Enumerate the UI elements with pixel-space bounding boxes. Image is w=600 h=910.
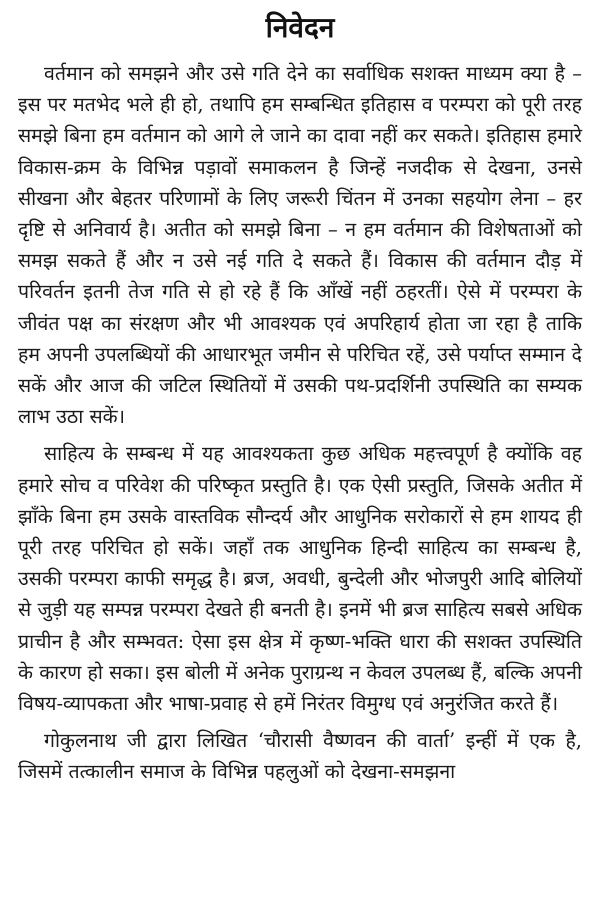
page-title: निवेदन (265, 11, 335, 44)
paragraph-1: वर्तमान को समझने और उसे गति देने का सर्वाधिक सशक्त माध्यम क्या है – इस पर मतभेद भले ही हो, तथापि हम सम्बन्धित इतिहास व परम्परा को पूरी तरह समझे बिना हम वर्तमान को आगे ले जाने का दावा नहीं कर सकते। इतिहास हमारे विकास-क्रम के विभिन्न पड़ावों समाकलन है जिन्हें नजदीक से देखना, उनसे सीखना और बेहतर परिणामों के लिए जरूरी चिंतन में उनका सहयोग लेना – हर दृष्टि से अनिवार्य है। अतीत को समझे बिना – न हम वर्तमान की विशेषताओं को समझ सकते हैं और न उसे नई गति दे सकते हैं। विकास की वर्तमान दौड़ में परिवर्तन इतनी तेज गति से हो रहे हैं कि आँखें नहीं ठहरतीं। ऐसे में परम्परा के जीवंत पक्ष का संरक्षण और भी आवश्यक एवं अपरिहार्य होता जा रहा है ताकि हम अपनी उपलब्धियों की आधारभूत जमीन से परिचित रहें, उसे पर्याप्त सम्मान दे सकें और आज की जटिल स्थितियों में उसकी पथ-प्रदर्शिनी उपस्थिति का सम्यक लाभ उठा सकें। (18, 62, 582, 429)
paragraph-3: गोकुलनाथ जी द्वारा लिखित ‘चौरासी वैष्णवन की वार्ता’ इन्हीं में एक है, जिसमें तत्कालीन समाज के विभिन्न पहलुओं को देखना-समझना (18, 729, 582, 784)
paragraph-2: साहित्य के सम्बन्ध में यह आवश्यकता कुछ अधिक महत्त्वपूर्ण है क्योंकि वह हमारे सोच व परिवेश की परिष्कृत प्रस्तुति है। एक ऐसी प्रस्तुति, जिसके अतीत में झाँके बिना हम उसके वास्तविक सौन्दर्य और आधुनिक सरोकारों से हम शायद ही पूरी तरह परिचित हो सकें। जहाँ तक आधुनिक हिन्दी साहित्य का सम्बन्ध है, उसकी परम्परा काफी समृद्ध है। ब्रज, अवधी, बुन्देली और भोजपुरी आदि बोलियों से जुड़ी यह सम्पन्न परम्परा देखते ही बनती है। इनमें भी ब्रज साहित्य सबसे अधिक प्राचीन है और सम्भवत: ऐसा इस क्षेत्र में कृष्ण-भक्ति धारा की सशक्त उपस्थिति के कारण हो सका। इस बोली में अनेक पुराग्रन्थ न केवल उपलब्ध हैं, बल्कि अपनी विषय-व्यापकता और भाषा-प्रवाह से हमें निरंतर विमुग्ध एवं अनुरंजित करते हैं। (18, 442, 582, 716)
